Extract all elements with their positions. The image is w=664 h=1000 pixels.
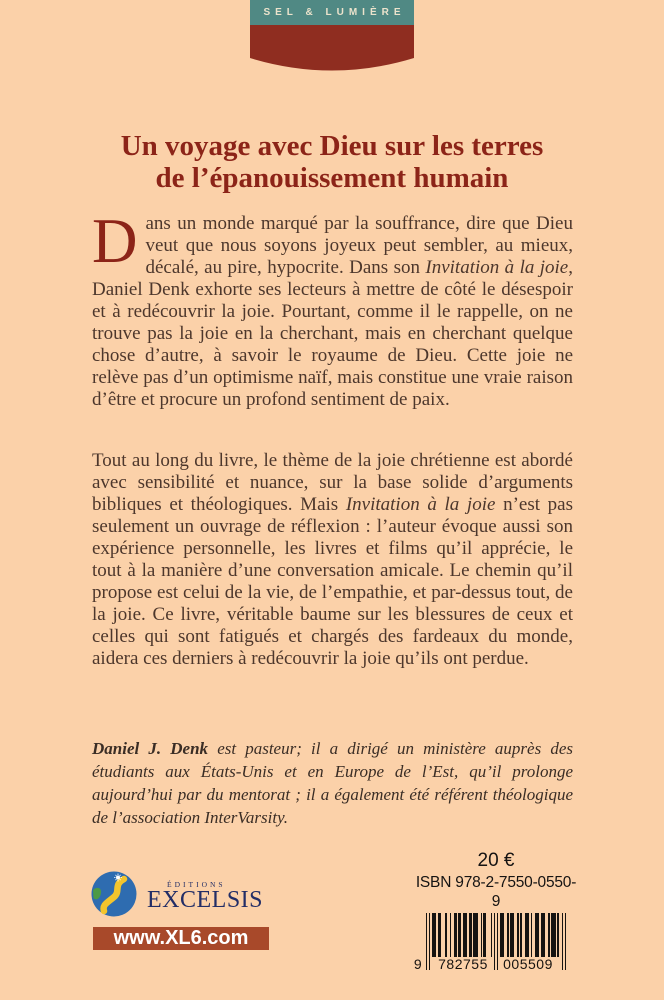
barcode xyxy=(413,913,566,975)
synopsis-paragraph-1: Dans un monde marqué par la souffrance, dire que Dieu veut que nous soyons joyeux peut sembler, au mieux, décalé, au pire, hypocrite. Dans son Invitation à la joie, Daniel Denk exhorte ses lecteurs à mettre de côté le désespoir et à redécouvrir la joie. Pourtant, comme il le rappelle, on ne trouve pas la joie en la cherchant, mais en cherchant quelque chose d’autre, à savoir le royaume de Dieu. Cette joie ne relève pas d’un optimisme naïf, mais constitue une vraie raison d’être et procure un profond sentiment de paix. xyxy=(92,206,573,410)
collection-banner-label: SEL & LUMIÈRE xyxy=(250,0,414,25)
publisher-block xyxy=(91,868,271,953)
isbn-label: ISBN 978-2-7550-0550-9 xyxy=(415,874,577,910)
author-bio: Daniel J. Denk est pasteur; il a dirigé un ministère auprès des étudiants aux États-Unis et en Europe de l’Est, qu’il prolonge aujourd’hui par du mentorat ; il a également été référent théologique de l’association InterVarsity. xyxy=(92,739,574,827)
price-label: 20 € xyxy=(477,850,515,871)
website-url: www.XL6.com xyxy=(113,927,249,949)
synopsis-paragraph-2: Tout au long du livre, le thème de la joie chrétienne est abordé avec sensibilité et nuance, sur la base solide d’arguments bibliques et théologiques. Mais Invitation à la joie n’est pas seulement un ouvrage de réflexion : l’auteur évoque aussi son expérience personnelle, les livres et films qu’il apprécie, le tout à la manière d’une conversation amicale. Le chemin qu’il propose est celui de la vie, de l’empathie, et par-dessus tout, de la joie. Ce livre, véritable baume sur les blessures de ceux et celles qui sont fatigués et chargés des fardeaux du monde, aidera ces derniers à redécouvrir la joie qu’ils ont perdue. xyxy=(92,450,573,669)
page-title xyxy=(0,130,664,194)
drop-cap: D xyxy=(92,206,138,276)
website-banner xyxy=(93,927,269,950)
publisher-name: EXCELSIS xyxy=(147,887,264,913)
publisher-logo-icon xyxy=(91,871,137,917)
publisher-imprint-label: ÉDITIONS xyxy=(167,880,226,889)
title-line-2: de l’épanouissement humain xyxy=(155,162,509,194)
barcode-digits-left: 782755 xyxy=(438,956,488,972)
title-line-1: Un voyage avec Dieu sur les terres xyxy=(120,130,544,162)
banner-curve-shape xyxy=(250,25,414,71)
barcode-digits-right: 005509 xyxy=(503,956,553,972)
sale-info-block xyxy=(413,850,579,975)
collection-banner xyxy=(250,0,414,71)
barcode-digit-lead: 9 xyxy=(413,956,423,972)
